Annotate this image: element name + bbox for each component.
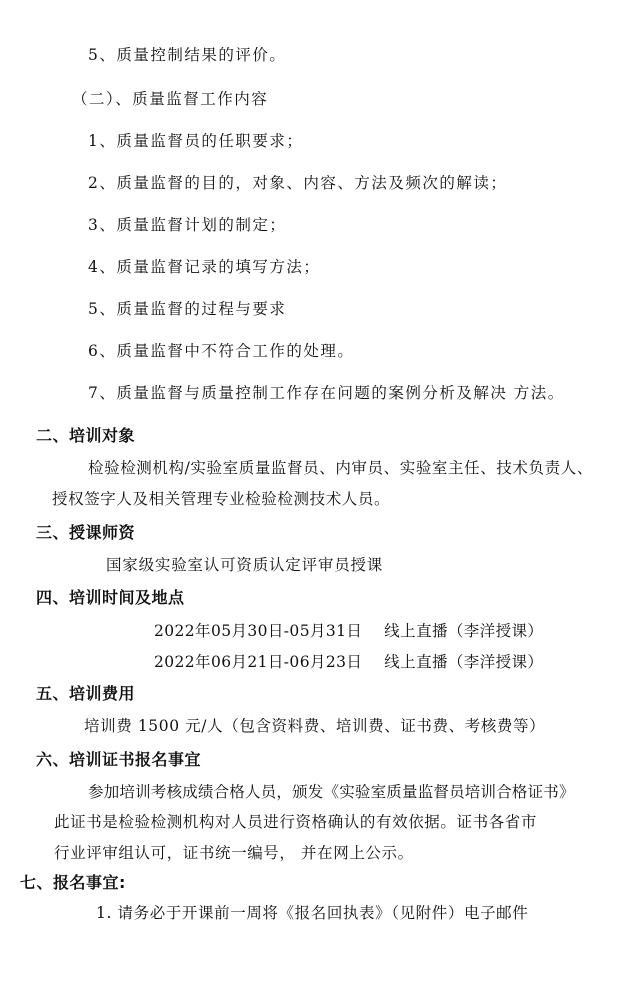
supervision-item-1: 1、质量监督员的任职要求； (88, 132, 304, 150)
teachers-line: 国家级实验室认可资质认定评审员授课 (106, 556, 384, 574)
fee-line: 培训费 1500 元/人（包含资料费、培训费、证书费、考核费等） (84, 717, 546, 735)
supervision-item-4: 4、质量监督记录的填写方法； (88, 258, 321, 276)
schedule-date: 2022年06月21日-06月23日 (154, 653, 363, 671)
schedule-row (154, 651, 543, 673)
supervision-heading: （二）、质量监督工作内容 (72, 90, 269, 108)
schedule-date: 2022年05月30日-05月31日 (154, 622, 363, 640)
schedule-place: 线上直播（李洋授课） (384, 622, 544, 640)
certificate-line-2: 此证书是检验检测机构对人员进行资格确认的有效依据。证书各省市 (54, 813, 538, 831)
schedule-row (154, 620, 543, 642)
supervision-item-6: 6、质量监督中不符合工作的处理。 (88, 342, 355, 360)
certificate-line-1: 参加培训考核成绩合格人员，颁发《实验室质量监督员培训合格证书》 (88, 783, 575, 801)
certificate-line-3: 行业评审组认可，证书统一编号， 并在网上公示。 (54, 844, 414, 862)
supervision-item-5: 5、质量监督的过程与要求 (88, 300, 287, 318)
schedule-place: 线上直播（李洋授课） (384, 653, 544, 671)
targets-line-2: 授权签字人及相关管理专业检验检测技术人员。 (52, 490, 391, 508)
section-heading-teachers: 三、授课师资 (36, 523, 136, 542)
section-heading-fee: 五、培训费用 (36, 684, 136, 703)
control-item-5: 5、质量控制结果的评价。 (88, 46, 287, 64)
section-heading-schedule: 四、培训时间及地点 (36, 588, 185, 607)
targets-line-1: 检验检测机构/实验室质量监督员、内审员、实验室主任、技术负责人、 (88, 459, 593, 477)
supervision-item-3: 3、质量监督计划的制定； (88, 216, 287, 234)
section-heading-registration: 七、报名事宜: (20, 873, 126, 892)
registration-item-1: 1. 请务必于开课前一周将《报名回执表》（见附件）电子邮件 (96, 904, 529, 922)
supervision-item-7: 7、质量监督与质量控制工作存在问题的案例分析及解决 方法。 (88, 384, 565, 402)
section-heading-targets: 二、培训对象 (36, 426, 136, 445)
section-heading-certificate: 六、培训证书报名事宜 (36, 750, 202, 769)
supervision-item-2: 2、质量监督的目的，对象、内容、方法及频次的解读； (88, 174, 508, 192)
